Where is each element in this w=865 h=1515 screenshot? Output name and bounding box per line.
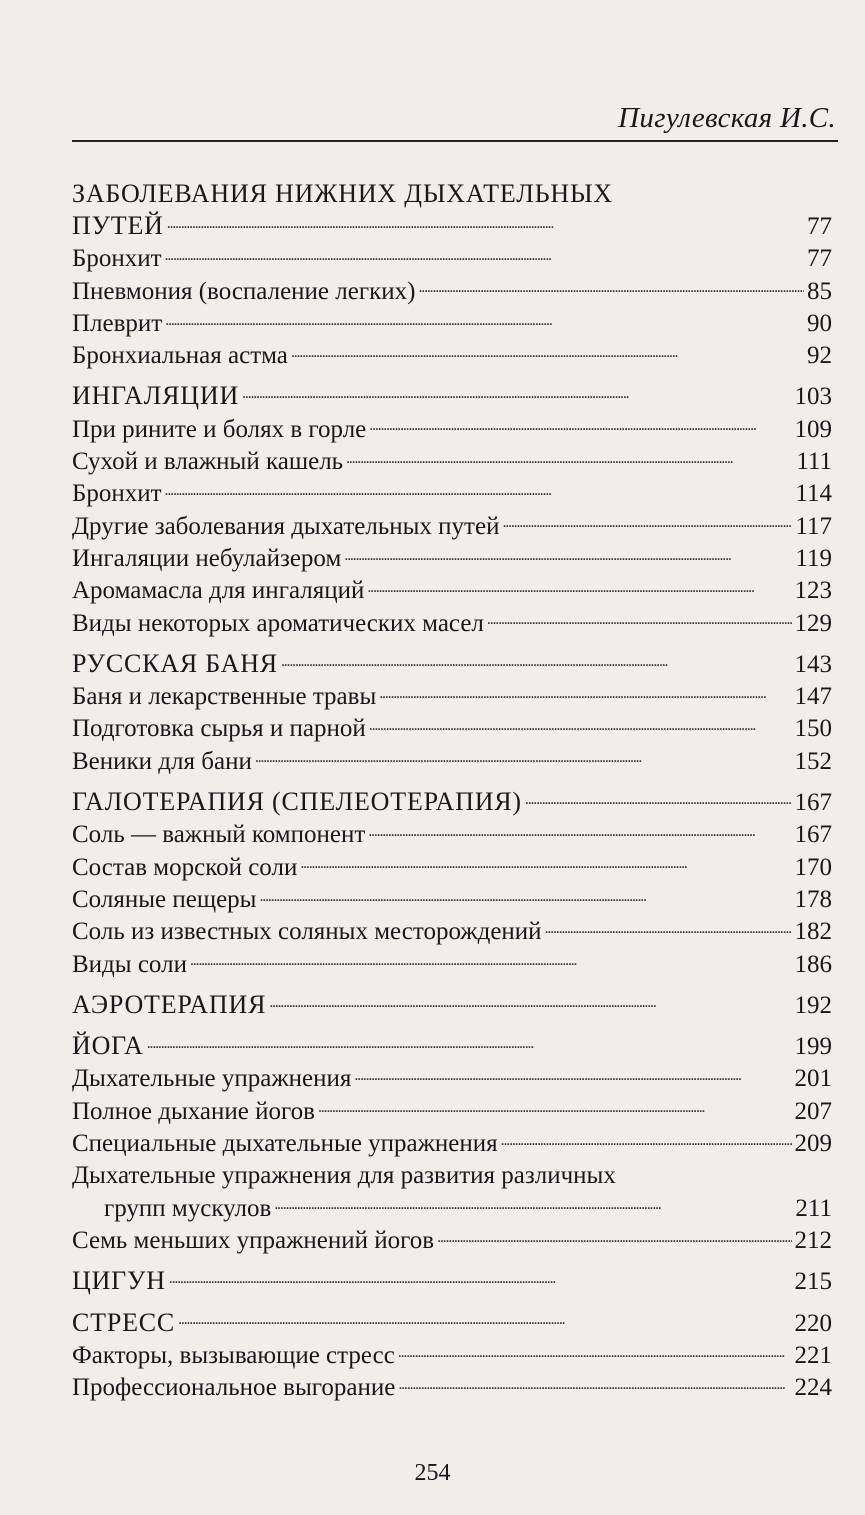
- dot-leader: [291, 343, 804, 363]
- toc-entry-page: 192: [794, 991, 832, 1019]
- dot-leader: [274, 1196, 792, 1216]
- toc-entry-page: 103: [794, 383, 832, 411]
- dot-leader: [502, 514, 792, 534]
- toc-entry: [72, 681, 832, 713]
- toc-entry-page: 215: [794, 1268, 832, 1296]
- toc-entry-title: Бронхит: [72, 245, 162, 273]
- toc-entry-title: Плеврит: [72, 309, 163, 337]
- toc-entry-title: ИНГАЛЯЦИИ: [72, 381, 240, 411]
- toc-entry: [72, 414, 832, 446]
- toc-entry-title: Соляные пещеры: [72, 885, 257, 913]
- toc-entry-page: 119: [795, 544, 832, 572]
- toc-entry-title: ПУТЕЙ: [72, 211, 164, 240]
- toc-entry: [72, 1128, 832, 1160]
- toc-entry: [72, 1372, 832, 1404]
- toc-entry-title: РУССКАЯ БАНЯ: [72, 648, 278, 678]
- toc-entry-page: 77: [807, 245, 832, 273]
- toc-entry: [72, 608, 832, 640]
- toc-entry-title: Факторы, вызывающие стресс: [72, 1341, 395, 1369]
- toc-entry: [72, 916, 832, 948]
- toc-entry: [72, 511, 832, 543]
- toc-entry-page: 178: [794, 885, 832, 913]
- toc-entry: [72, 478, 832, 510]
- toc-entry: [72, 949, 832, 981]
- toc-entry-title: Дыхательные упражнения: [72, 1065, 352, 1093]
- toc-entry-page: 209: [794, 1130, 832, 1158]
- toc-section: [72, 380, 832, 413]
- toc-entry-page: 220: [794, 1309, 832, 1337]
- toc-entry-page: 111: [796, 448, 832, 476]
- toc-entry: [72, 1063, 832, 1095]
- toc-entry-title: ГАЛОТЕРАПИЯ (СПЕЛЕОТЕРАПИЯ): [72, 787, 522, 817]
- running-header: [72, 100, 838, 142]
- toc-entry-page: 92: [807, 342, 832, 370]
- toc-entry: [72, 1160, 832, 1192]
- toc-entry: [72, 746, 832, 778]
- dot-leader: [437, 1228, 791, 1248]
- toc-entry-title: Виды соли: [72, 950, 187, 978]
- dot-leader: [398, 1375, 791, 1395]
- toc-entry-page: 77: [807, 213, 832, 240]
- toc-section: [72, 1030, 832, 1063]
- dot-leader: [281, 652, 792, 672]
- dot-leader: [269, 993, 791, 1013]
- toc-entry: [72, 884, 832, 916]
- toc-entry-page: 90: [807, 309, 832, 337]
- toc-entry-title: Аромамасла для ингаляций: [72, 577, 365, 605]
- toc-entry: [72, 446, 832, 478]
- dot-leader: [178, 1311, 791, 1331]
- dot-leader: [354, 1066, 791, 1086]
- dot-leader: [346, 449, 793, 469]
- toc-entry-title: ЗАБОЛЕВАНИЯ НИЖНИХ ДЫХАТЕЛЬНЫХ: [72, 179, 613, 208]
- toc-entry-page: 152: [794, 747, 832, 775]
- toc-entry: [72, 575, 832, 607]
- toc-entry-title: Веники для бани: [72, 747, 252, 775]
- toc-entry-page: 167: [794, 789, 832, 817]
- dot-leader: [300, 855, 791, 875]
- dot-leader: [318, 1099, 792, 1119]
- toc-entry: [72, 852, 832, 884]
- toc-entry-title: Пневмония (воспаление легких): [72, 277, 416, 305]
- dot-leader: [167, 214, 804, 234]
- toc-entry-title: Бронхиальная астма: [72, 342, 288, 370]
- toc-entry: [72, 1096, 832, 1128]
- dot-leader: [147, 1034, 792, 1054]
- dot-leader: [418, 279, 804, 299]
- toc-section: [72, 1307, 832, 1340]
- toc-entry: [72, 243, 832, 275]
- toc-entry: [72, 543, 832, 575]
- toc-entry-title: ЦИГУН: [72, 1266, 166, 1296]
- toc-entry-title: Состав морской соли: [72, 853, 298, 881]
- toc-entry-title: Другие заболевания дыхательных путей: [72, 512, 500, 540]
- toc-entry-page: 224: [794, 1374, 832, 1402]
- dot-leader: [165, 481, 793, 501]
- toc-entry: [72, 276, 832, 308]
- toc-entry: [72, 819, 832, 851]
- dot-leader: [525, 790, 792, 810]
- page-number: 254: [414, 1460, 451, 1486]
- dot-leader: [379, 684, 791, 704]
- toc-entry-title: СТРЕСС: [72, 1307, 176, 1337]
- toc-entry-title: При рините и болях в горле: [72, 415, 367, 443]
- table-of-contents: [72, 178, 832, 1404]
- toc-section: [72, 648, 832, 681]
- toc-entry-title: Полное дыхание йогов: [72, 1097, 315, 1125]
- dot-leader: [242, 384, 791, 404]
- header-rule: [72, 140, 838, 142]
- toc-entry: [72, 1193, 832, 1225]
- toc-section: [72, 989, 832, 1022]
- toc-entry: [72, 1340, 832, 1372]
- toc-entry-title: ЙОГА: [72, 1031, 144, 1061]
- dot-leader: [259, 887, 791, 907]
- dot-leader: [169, 1269, 792, 1289]
- dot-leader: [344, 546, 792, 566]
- dot-leader: [487, 611, 792, 631]
- toc-entry-page: 211: [795, 1194, 832, 1222]
- toc-entry-title: Подготовка сырья и парной: [72, 715, 366, 743]
- toc-entry-page: 182: [794, 918, 832, 946]
- toc-entry-title: Дыхательные упражнения для развития различных: [72, 1162, 616, 1190]
- toc-entry-page: 147: [794, 683, 832, 711]
- toc-entry: [72, 210, 832, 243]
- dot-leader: [398, 1343, 792, 1363]
- toc-entry-title: Соль — важный компонент: [72, 821, 366, 849]
- dot-leader: [545, 919, 792, 939]
- toc-section: [72, 1265, 832, 1298]
- author-name: Пигулевская И.С.: [618, 102, 836, 134]
- toc-entry: [72, 308, 832, 340]
- toc-entry-title: Соль из известных соляных месторождений: [72, 918, 542, 946]
- toc-entry-page: 85: [807, 277, 832, 305]
- toc-entry: [72, 178, 832, 210]
- toc-entry-title: Ингаляции небулайзером: [72, 544, 342, 572]
- toc-entry-page: 201: [794, 1065, 832, 1093]
- toc-entry-title: Бронхит: [72, 480, 162, 508]
- toc-entry: [72, 713, 832, 745]
- toc-entry-page: 143: [794, 650, 832, 678]
- toc-entry-page: 212: [794, 1226, 832, 1254]
- toc-entry-page: 186: [794, 950, 832, 978]
- dot-leader: [165, 311, 804, 331]
- toc-entry-page: 207: [794, 1097, 832, 1125]
- toc-entry: [72, 1225, 832, 1257]
- dot-leader: [368, 822, 791, 842]
- toc-entry-title: Семь меньших упражнений йогов: [72, 1226, 435, 1254]
- toc-entry-page: 150: [794, 715, 832, 743]
- toc-entry-page: 170: [794, 853, 832, 881]
- dot-leader: [501, 1131, 792, 1151]
- toc-entry-page: 117: [795, 512, 832, 540]
- toc-entry-page: 199: [794, 1033, 832, 1061]
- toc-entry-title: Виды некоторых ароматических масел: [72, 609, 484, 637]
- toc-entry-title: групп мускулов: [104, 1194, 272, 1222]
- dot-leader: [190, 952, 792, 972]
- dot-leader: [367, 578, 791, 598]
- dot-leader: [165, 246, 804, 266]
- toc-entry-page: 114: [795, 480, 832, 508]
- toc-entry-page: 109: [794, 415, 832, 443]
- toc-entry-title: Специальные дыхательные упражнения: [72, 1130, 498, 1158]
- toc-section: [72, 178, 832, 243]
- toc-entry-title: Баня и лекарственные травы: [72, 683, 377, 711]
- dot-leader: [369, 716, 792, 736]
- dot-leader: [369, 417, 791, 437]
- toc-entry-title: АЭРОТЕРАПИЯ: [72, 989, 267, 1019]
- dot-leader: [255, 749, 792, 769]
- toc-entry-page: 221: [794, 1341, 832, 1369]
- toc-entry-page: 167: [794, 821, 832, 849]
- toc-section: [72, 786, 832, 819]
- toc-entry-title: Профессиональное выгорание: [72, 1374, 396, 1402]
- toc-entry-title: Сухой и влажный кашель: [72, 448, 344, 476]
- toc-entry-page: 129: [794, 609, 832, 637]
- toc-entry: [72, 340, 832, 372]
- toc-entry-page: 123: [794, 577, 832, 605]
